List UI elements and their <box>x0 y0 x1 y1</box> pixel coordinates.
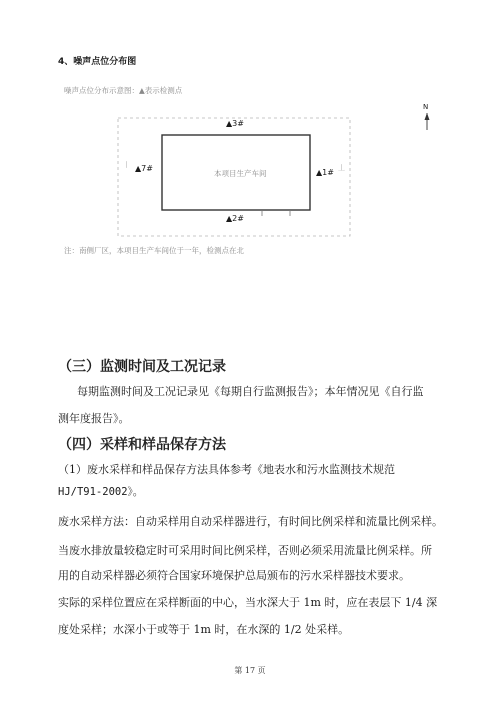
text-line: 每期监测时间及工况记录见《每期自行监测报告》；本年情况见《自行监 <box>77 385 424 398</box>
north-label: N <box>423 103 429 111</box>
text-line: 用的自动采样器必须符合国家环境保护总局颁布的污水采样器技术要求。 <box>58 569 410 582</box>
monitor-point-south: ▲2# <box>226 214 244 223</box>
monitor-point-west: ▲7# <box>135 164 153 173</box>
text-line: 度处采样；水深小于或等于 1m 时，在水深的 1/2 处采样。 <box>58 623 350 636</box>
section-3-heading: （三）监测时间及工况记录 <box>58 359 226 375</box>
text-line: 当废水排放量较稳定时可采用时间比例采样，否则必须采用流量比例采样。所 <box>58 544 432 557</box>
section-3-body <box>58 380 424 430</box>
section-4b-body <box>58 458 443 641</box>
page-number: 第 17 页 <box>234 666 266 675</box>
text-line: 实际的采样位置应在采样断面的中心，当水深大于 1m 时，应在表层下 1/4 深 <box>58 596 438 609</box>
west-side-mark: 丨 <box>123 161 130 169</box>
text-line: 测年度报告》。 <box>58 412 130 425</box>
text-line: 废水采样方法：自动采样用自动采样器进行，有时间比例采样和流量比例采样。 <box>58 515 443 528</box>
section-4-heading: 4、噪声点位分布图 <box>58 57 137 67</box>
north-arrow-head <box>425 113 430 120</box>
diagram-legend: 噪声点位分布示意图：▲表示检测点 <box>64 86 183 95</box>
section-4b-heading: （四）采样和样品保存方法 <box>58 437 226 453</box>
diagram-note: 注：南侧厂区，本项目生产车间位于一年，检测点在北 <box>64 246 244 255</box>
east-side-mark: 丄 <box>338 164 345 172</box>
text-line: （1）废水采样和样品保存方法具体参考《地表水和污水监测技术规范 <box>58 463 395 476</box>
text-line: HJ/T91-2002》。 <box>58 486 144 498</box>
monitor-point-north: ▲3# <box>226 119 244 128</box>
monitor-point-east: ▲1# <box>316 168 334 177</box>
building-label: 本项目生产车间 <box>214 169 267 178</box>
